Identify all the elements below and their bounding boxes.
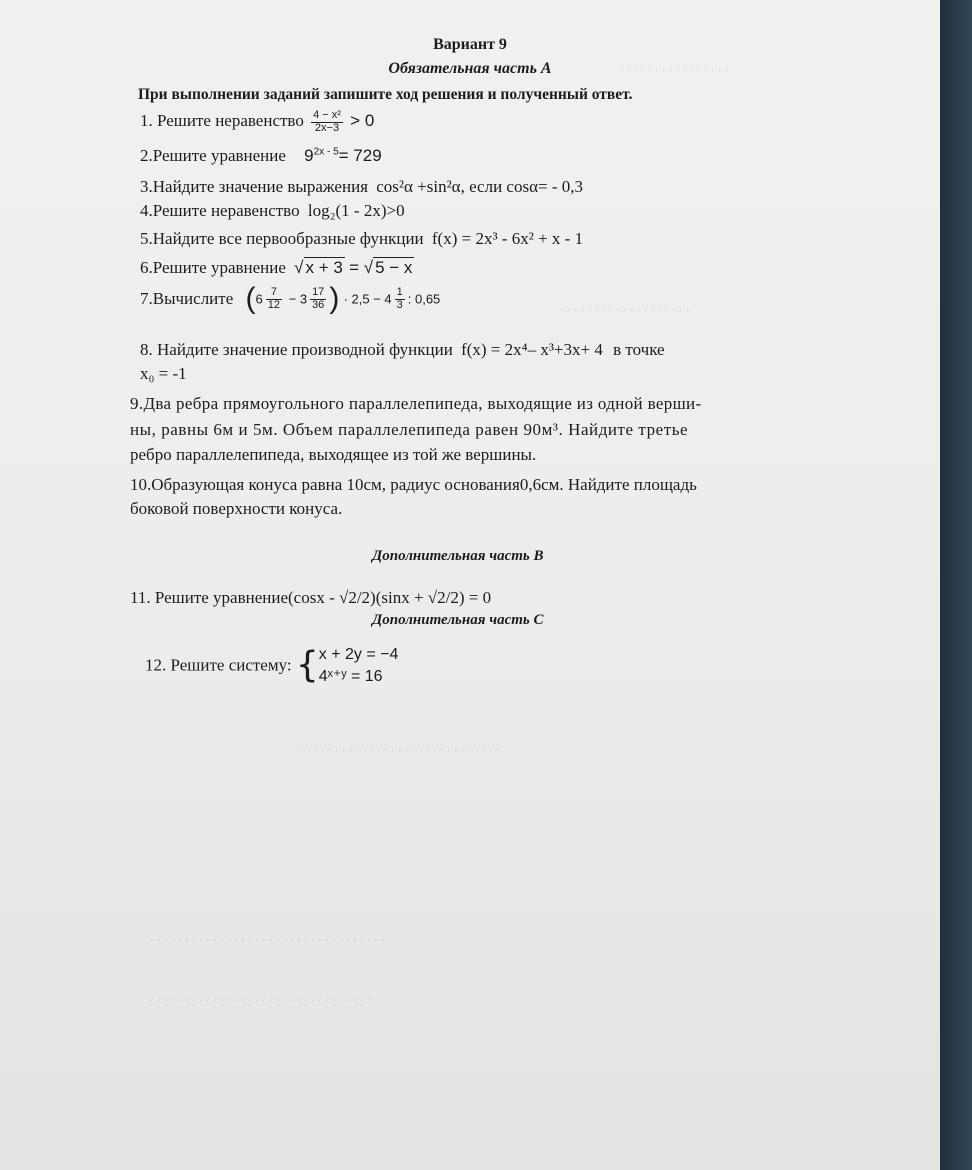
task-9-line-2: ны, равны 6м и 5м. Объем параллелепипеда равен 90м³. Найдите третье [130,420,689,439]
task-1-numerator: 4 − x² [313,109,341,121]
instruction-text: При выполнении заданий запишите ход решения и полученный ответ. [138,86,633,103]
system-equation-2: 4ˣ⁺ʸ = 16 [318,667,383,685]
bleed-through-text: . . . . . . . . . . . . . . . . [620,60,729,75]
background-edge [940,0,972,1170]
task-1-text: 1. Решите неравенство [140,110,304,130]
task-1-denominator: 2x−3 [314,121,340,134]
task-2-exponent: 2x - 5 [313,146,339,158]
bleed-through-text: . . . . . . . . . . . . . . . . . . . . . . . . . . . . . [300,740,500,755]
task-5-text: 5.Найдите все первообразные функции [140,229,424,248]
task-12 [145,644,398,687]
task-10-line-1: 10.Образующая конуса равна 10см, радиус основания0,6см. Найдите площадь [130,475,697,494]
system-brace: { [295,644,319,686]
part-a-heading: Обязательная часть А [388,60,552,77]
task-7: 7.Вычислите (6 $\frac{7}{12}$ − 3 $\frac{17}{36}$ ) · 2,5 − 4 $\frac{1}{3}$ : 0,65 [140,282,441,315]
task-7-whole-2: 3 [299,291,308,307]
task-12-label: 12. Решите систему: [145,655,292,675]
system-equations [319,644,399,687]
task-7-num-1: 7 [266,287,282,300]
task-7-num-3: 1 [396,285,403,298]
task-7-den-1: 12 [267,298,280,311]
task-2 [140,146,382,166]
task-1 [140,110,374,134]
task-9-line-3: ребро параллелепипеда, выходящее из той же вершины. [130,445,537,464]
task-5-expression: f(x) = 2x³ - 6x² + x - 1 [431,229,584,248]
bleed-through-text: . . . . . . . . . . . . . . . . . . . [560,300,690,315]
task-8-point: x₀ = -1 [140,364,187,383]
task-3-text: 3.Найдите значение выражения [140,177,368,196]
task-8-tail: в точке [613,340,665,359]
task-7-middle: · 2,5 − 4 [343,291,392,307]
bleed-through-text: . . . . . . . . . . . . . . . . . . . . . . . . . . . . . . . . [150,990,371,1005]
task-5 [140,229,583,249]
task-7-num-2: 17 [312,285,325,298]
task-10-line-2: боковой поверхности конуса. [130,499,343,518]
task-7-whole-1: 6 [255,291,263,307]
task-4-expression: log₂(1 - 2x)>0 [307,201,405,220]
task-2-text: 2.Решите уравнение [140,146,286,165]
task-4-text: 4.Решите неравенство [140,201,300,220]
task-8-expression: f(x) = 2x⁴– x³+3x+ 4 [461,340,603,359]
task-3-expression: cos²α +sin²α, если cosα= - 0,3 [376,177,583,196]
part-c-heading: Дополнительная часть С [372,612,544,628]
task-7-den-3: 3 [396,298,403,311]
task-7-den-2: 36 [312,298,325,311]
task-6-left-radicand: x + 3 [305,258,343,277]
part-b-heading: Дополнительная часть В [372,548,544,564]
task-6-right-radicand: 5 − x [375,258,413,277]
task-1-tail: > 0 [350,110,375,130]
task-6: 6.Решите уравнение √ x + 3 = √ 5 − x [140,258,413,277]
task-8-text: 8. Найдите значение производной функции [140,340,453,359]
task-1-fraction [311,110,343,134]
task-2-base: 9 [304,146,314,165]
system-equation-1: x + 2y = −4 [318,646,399,663]
task-11: 11. Решите уравнение(cosx - √2/2)(sinx + √2/2) = 0 [130,588,492,607]
task-7-tail: : 0,65 [407,291,441,307]
task-2-tail: = 729 [338,146,382,165]
bleed-through-text: . . . . . . . . . . . . . . . . . . . . . . . . . . . . . . . . . . [150,930,385,945]
task-8 [140,340,665,360]
task-4 [140,201,405,221]
task-7-text: 7.Вычислите [140,289,234,308]
task-6-text: 6.Решите уравнение [140,258,286,277]
task-3 [140,177,583,197]
task-9-line-1: 9.Два ребра прямоугольного параллелепипеда, выходящие из одной верши- [130,394,702,413]
variant-title: Вариант 9 [433,36,507,53]
